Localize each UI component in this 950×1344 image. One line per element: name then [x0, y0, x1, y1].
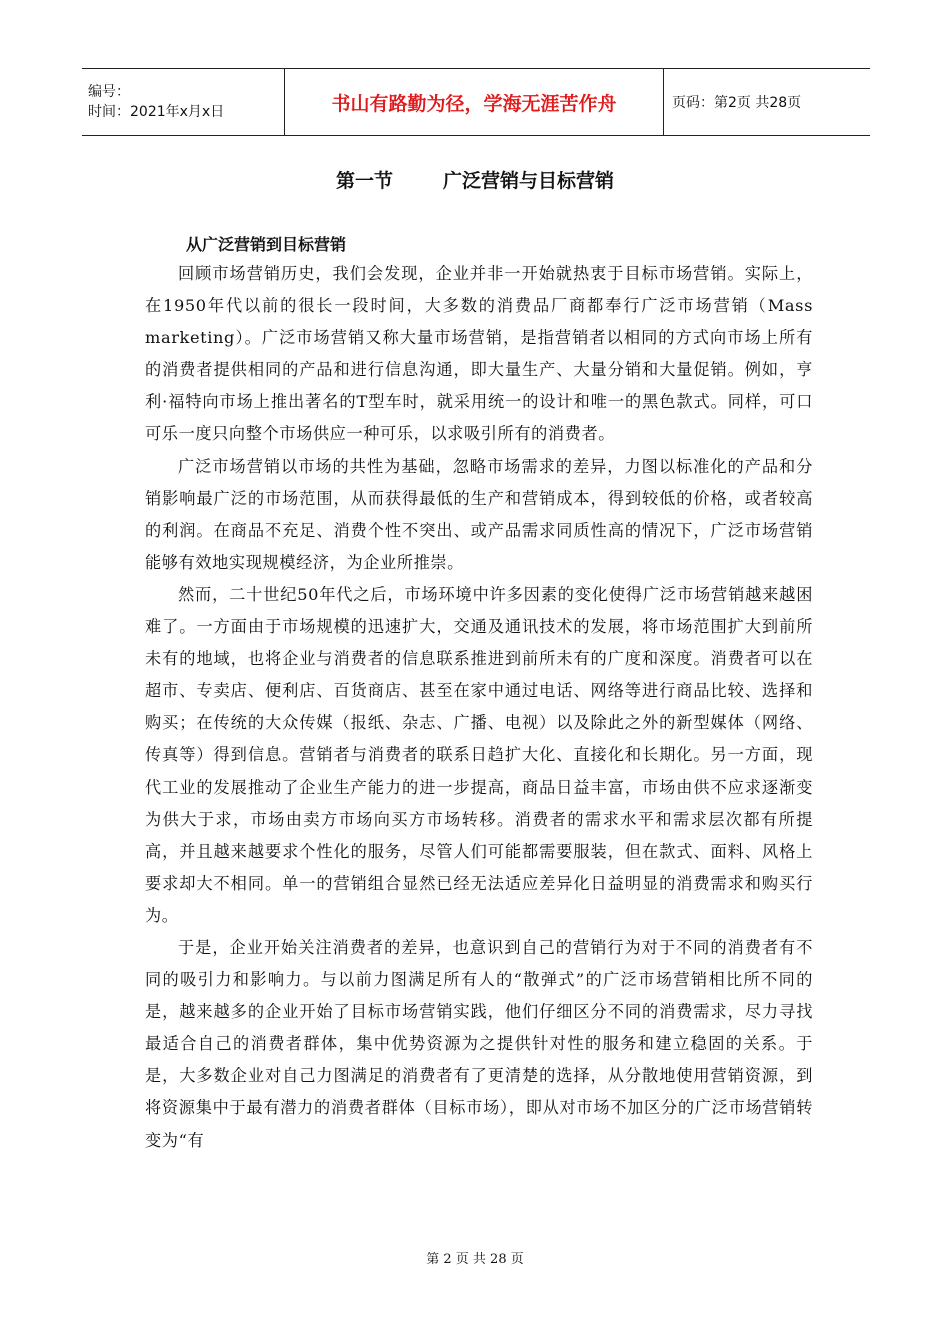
body-text	[145, 258, 813, 1157]
document-number-label: 编号：	[88, 84, 130, 100]
section-number: 第一节	[335, 170, 393, 192]
section-name: 广泛营销与目标营销	[443, 170, 615, 192]
header-page-info: 页码：第2页 共28页	[664, 69, 871, 136]
paragraph: 然而，二十世纪50年代之后，市场环境中许多因素的变化使得广泛市场营销越来越困难了。一方面由于市场规模的迅速扩大，交通及通讯技术的发展，将市场范围扩大到前所未有的地域，也将企业与消费者的信息联系推进到前所未有的广度和深度。消费者可以在超市、专卖店、便利店、百货商店、甚至在家中通过电话、网络等进行商品比较、选择和购买；在传统的大众传媒（报纸、杂志、广播、电视）以及除此之外的新型媒体（网络、传真等）得到信息。营销者与消费者的联系日趋扩大化、直接化和长期化。另一方面，现代工业的发展推动了企业生产能力的进一步提高，商品日益丰富，市场由供不应求逐渐变为供大于求，市场由卖方市场向买方市场转移。消费者的需求水平和需求层次都有所提高，并且越来越要求个性化的服务，尽管人们可能都需要服装，但在款式、面料、风格上要求却大不相同。单一的营销组合显然已经无法适应差异化日益明显的消费需求和购买行为。	[145, 584, 813, 925]
header-motto: 书山有路勤为径，学海无涯苦作舟	[285, 69, 664, 136]
section-title	[0, 166, 950, 193]
subheading: 从广泛营销到目标营销	[186, 235, 347, 254]
header-meta-cell	[82, 69, 285, 136]
paragraph: 广泛市场营销以市场的共性为基础，忽略市场需求的差异，力图以标准化的产品和分销影响最广泛的市场范围，从而获得最低的生产和营销成本，得到较低的价格，或者较高的利润。在商品不充足、消费个性不突出、或产品需求同质性高的情况下，广泛市场营销能够有效地实现规模经济，为企业所推崇。	[145, 456, 813, 572]
document-date-label: 时间：2021年x月x日	[88, 104, 225, 120]
page-header	[82, 68, 870, 136]
paragraph: 回顾市场营销历史，我们会发现，企业并非一开始就热衷于目标市场营销。实际上，在1950年代以前的很长一段时间，大多数的消费品厂商都奉行广泛市场营销（Mass marketing）。广泛市场营销又称大量市场营销，是指营销者以相同的方式向市场上所有的消费者提供相同的产品和进行信息沟通，即大量生产、大量分销和大量促销。例如，亨利·福特向市场上推出著名的T型车时，就采用统一的设计和唯一的黑色款式。同样，可口可乐一度只向整个市场供应一种可乐，以求吸引所有的消费者。	[145, 264, 813, 444]
page-footer: 第 2 页 共 28 页	[426, 1252, 524, 1267]
paragraph: 于是，企业开始关注消费者的差异，也意识到自己的营销行为对于不同的消费者有不同的吸引力和影响力。与以前力图满足所有人的“散弹式”的广泛市场营销相比所不同的是，越来越多的企业开始了目标市场营销实践，他们仔细区分不同的消费需求，尽力寻找最适合自己的消费者群体，集中优势资源为之提供针对性的服务和建立稳固的关系。于是，大多数企业对自己力图满足的消费者有了更清楚的选择，从分散地使用营销资源，到将资源集中于最有潜力的消费者群体（目标市场），即从对市场不加区分的广泛市场营销转变为“有	[145, 937, 813, 1150]
